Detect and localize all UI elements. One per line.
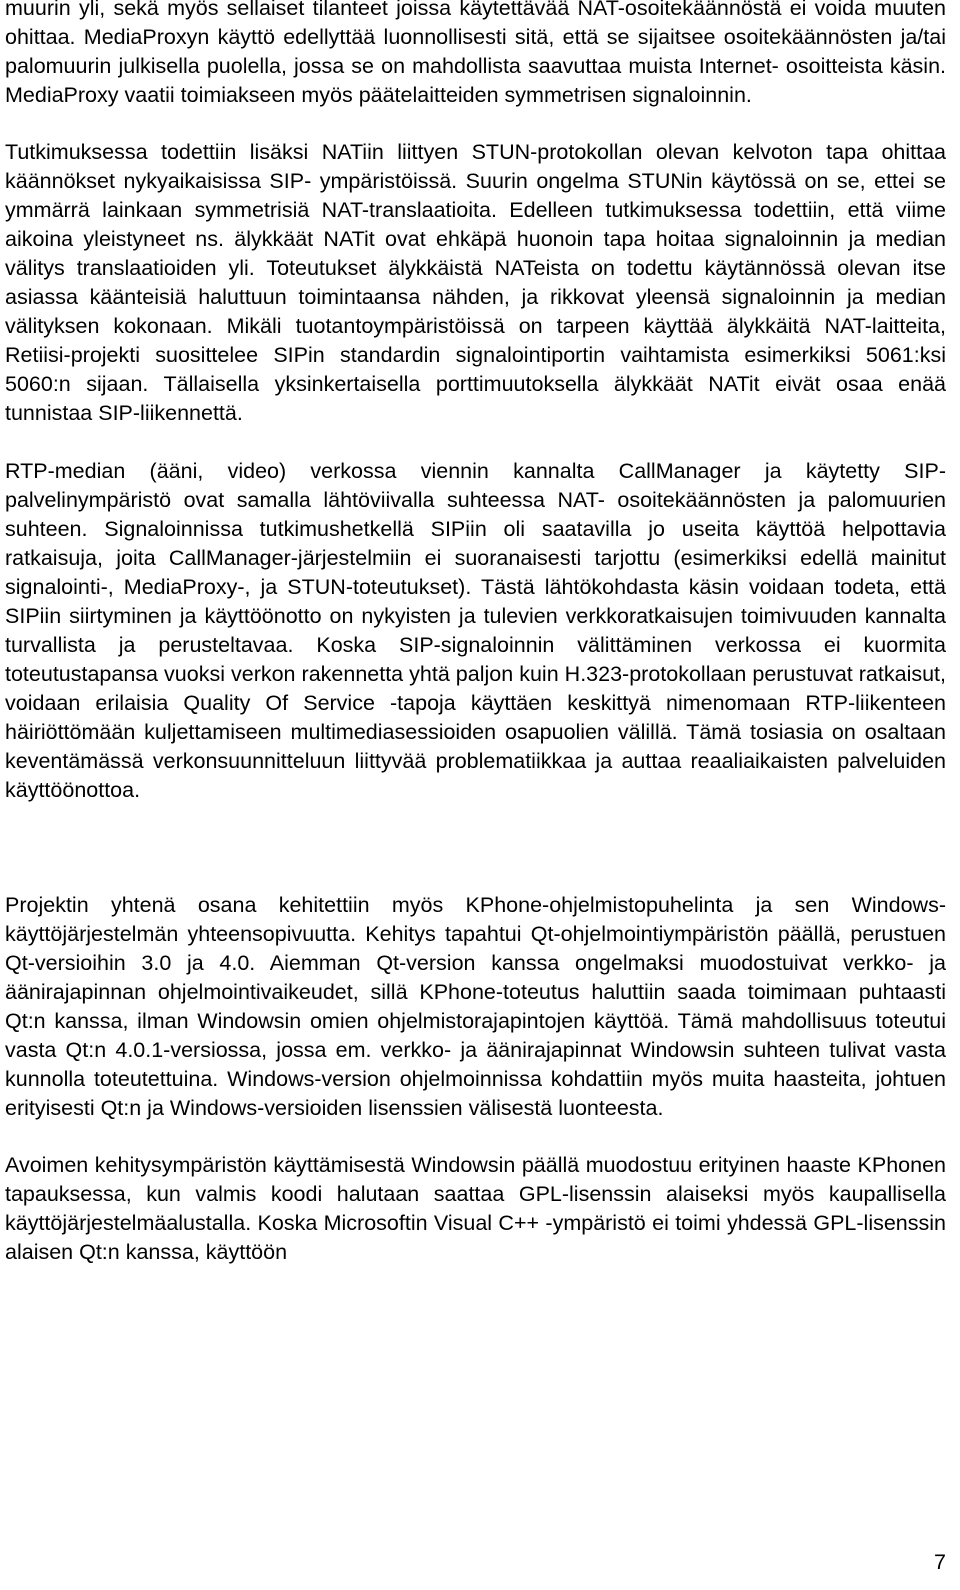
paragraph-mediaproxy: muurin yli, sekä myös sellaiset tilanteet joissa käytettävää NAT-osoitekäännöstä ei voida muuten ohittaa. MediaProxyn käyttö edellyttää luonnollisesti sitä, että se sijaitsee osoitekäännösten ja/tai palomuurin julkisella puolella, jossa se on mahdollista saavuttaa muista Internet- osoitteista käsin. MediaProxy vaatii toimiakseen myös päätelaitteiden symmetrisen signaloinnin.: [5, 0, 946, 107]
document-page: [5, 0, 946, 1267]
page-number: 7: [934, 1550, 946, 1574]
paragraph-gpl-license: Avoimen kehitysympäristön käyttämisestä Windowsin päällä muodostuu erityinen haaste KPhonen tapauksessa, kun valmis koodi halutaan saattaa GPL-lisenssin alaiseksi myös kaupallisella käyttöjärjestelmäalustalla. Koska Microsoftin Visual C++ -ympäristö ei toimi yhdessä GPL-lisenssin alaisen Qt:n kanssa, käyttöön: [5, 1153, 946, 1264]
paragraph-rtp-media: RTP-median (ääni, video) verkossa viennin kannalta CallManager ja käytetty SIP-palvelinympäristö ovat samalla lähtöviivalla suhteessa NAT- osoitekäännösten ja palomuurien suhteen. Signaloinnissa tutkimushetkellä SIPiin oli saatavilla jo useita käyttöä helpottavia ratkaisuja, joita CallManager-järjestelmiin ei suoranaisesti tarjottu (esimerkiksi edellä mainitut signalointi-, MediaProxy-, ja STUN-toteutukset). Tästä lähtökohdasta käsin voidaan todeta, että SIPiin siirtyminen ja käyttöönotto on nykyisten ja tulevien verkkoratkaisujen toimivuuden kannalta turvallista ja perusteltavaa. Koska SIP-signaloinnin välittäminen verkossa ei kuormita toteutustapansa vuoksi verkon rakennetta yhtä paljon kuin H.323-protokollaan perustuvat ratkaisut, voidaan erilaisia Quality Of Service -tapoja käyttäen keskittyä nimenomaan RTP-liikenteen häiriöttömään kuljettamiseen multimediasessioiden osapuolien välillä. Tämä tosiasia on osaltaan keventämässä verkonsuunnitteluun liittyvää problematiikkaa ja auttaa reaaliaikaisten palveluiden käyttöönottoa.: [5, 459, 946, 802]
paragraph-stun-nat: Tutkimuksessa todettiin lisäksi NATiin liittyen STUN-protokollan olevan kelvoton tapa ohittaa käännökset nykyaikaisissa SIP- ympäristöissä. Suurin ongelma STUNin käytössä on se, ettei se ymmärrä lainkaan symmetrisiä NAT-translaatioita. Edelleen tutkimuksessa todettiin, että viime aikoina yleistyneet ns. älykkäät NATit ovat ehkäpä huonoin tapa hoitaa signaloinnin ja median välitys translaatioiden yli. Toteutukset älykkäistä NATeista on todettu käytännössä olevan itse asiassa käänteisiä haluttuun toimintaansa nähden, ja rikkovat yleensä signaloinnin ja median välityksen kokonaan. Mikäli tuotantoympäristöissä on tarpeen käyttää älykkäitä NAT-laitteita, Retiisi-projekti suosittelee SIPin standardin signalointiportin vaihtamista esimerkiksi 5061:ksi 5060:n sijaan. Tällaisella yksinkertaisella porttimuutoksella älykkäät NATit eivät osaa enää tunnistaa SIP-liikennettä.: [5, 140, 946, 425]
paragraph-kphone-windows: Projektin yhtenä osana kehitettiin myös KPhone-ohjelmistopuhelinta ja sen Windows-käyttöjärjestelmän yhteensopivuutta. Kehitys tapahtui Qt-ohjelmointiympäristön päällä, perustuen Qt-versioihin 3.0 ja 4.0. Aiemman Qt-version kanssa ongelmaksi muodostuivat verkko- ja äänirajapinnan ohjelmointivaikeudet, sillä KPhone-toteutus haluttiin saada toimimaan puhtaasti Qt:n kanssa, ilman Windowsin omien ohjelmistorajapintojen käyttöä. Tämä mahdollisuus toteutui vasta Qt:n 4.0.1-versiossa, jossa em. verkko- ja äänirajapinnat Windowsin suhteen tulivat vasta kunnolla toteutettuina. Windows-version ohjelmoinnissa kohdattiin myös muita haasteita, johtuen erityisesti Qt:n ja Windows-versioiden lisenssien välisestä luonteesta.: [5, 893, 946, 1120]
